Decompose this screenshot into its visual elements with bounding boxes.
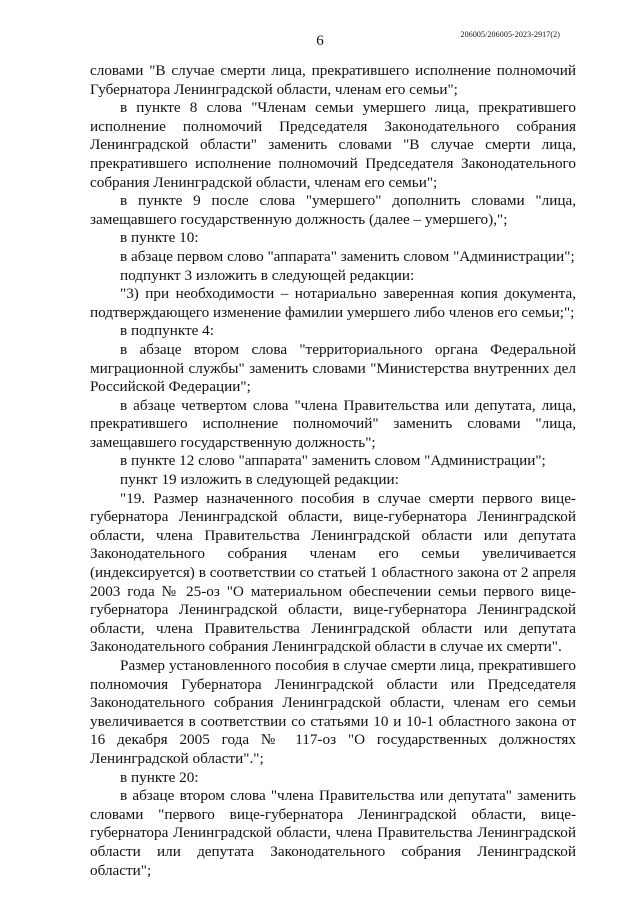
paragraph: в абзаце первом слово "аппарата" заменить словом "Администрации"; — [120, 247, 575, 265]
paragraph: в подпункте 4: — [120, 322, 214, 340]
paragraph: Размер установленного пособия в случае смерти лица, прекратившего полномочия Губернатора Ленинградской области или Председателя Законодательного собрания Ленинградской области, членам его семьи увеличивается в соответствии со статьями 10 и 10-1 областного закона от 16 декабря 2005 года № 117-оз "О государственных должностях Ленинградской области"."; — [90, 657, 576, 767]
paragraph: подпункт 3 изложить в следующей редакции: — [120, 266, 415, 284]
paragraph: в абзаце втором слова "члена Правительства или депутата" заменить словами "первого вице-губернатора Ленинградской области, вице-губернатора Ленинградской области, члена Правительства Ленинградской области или депутата Законодательного собрания Ленинградской области"; — [90, 787, 576, 879]
paragraph: в пункте 9 после слова "умершего" дополнить словами "лица, замещавшего государственную должность (далее – умершего),"; — [90, 192, 576, 228]
paragraph: в пункте 20: — [120, 768, 199, 786]
page-number: 6 — [316, 33, 324, 49]
paragraph: "19. Размер назначенного пособия в случае смерти первого вице-губернатора Ленинградской области, вице-губернатора Ленинградской области, члена Правительства Ленинградской области или депутата Законодательного собрания членам его семьи увеличивается (индексируется) в соответствии со статьей 1 областного закона от 2 апреля 2003 года № 25-оз "О материальном обеспечении семьи первого вице-губернатора Ленинградской области, вице-губернатора Ленинградской области, члена Правительства Ленинградской области или депутата Законодательного собрания Ленинградской области в случае их смерти". — [90, 489, 576, 656]
paragraph: в абзаце четвертом слова "члена Правительства или депутата, лица, прекратившего исполнение полномочий" заменить словами "лица, замещавшего государственную должность"; — [90, 396, 576, 451]
paragraph: в пункте 10: — [120, 229, 199, 247]
document-id: 206005/206005-2023-2917(2) — [460, 30, 560, 39]
paragraph: пункт 19 изложить в следующей редакции: — [120, 471, 399, 489]
paragraph: в пункте 8 слова "Членам семьи умершего лица, прекратившего исполнение полномочий Председателя Законодательного собрания Ленинградской области" заменить словами "В случае смерти лица, прекратившего исполнение полномочий Председателя Законодательного собрания Ленинградской области, членам его семьи"; — [90, 99, 576, 191]
document-body — [90, 62, 576, 880]
paragraph: "3) при необходимости – нотариально заверенная копия документа, подтверждающего изменение фамилии умершего либо членов его семьи;"; — [90, 285, 576, 321]
paragraph: в абзаце втором слова "территориального органа Федеральной миграционной службы" заменить словами "Министерства внутренних дел Российской Федерации"; — [90, 340, 576, 396]
paragraph: словами "В случае смерти лица, прекратившего исполнение полномочий Губернатора Ленинградской области, членам его семьи"; — [90, 62, 576, 98]
paragraph: в пункте 12 слово "аппарата" заменить словом "Администрации"; — [120, 452, 546, 470]
